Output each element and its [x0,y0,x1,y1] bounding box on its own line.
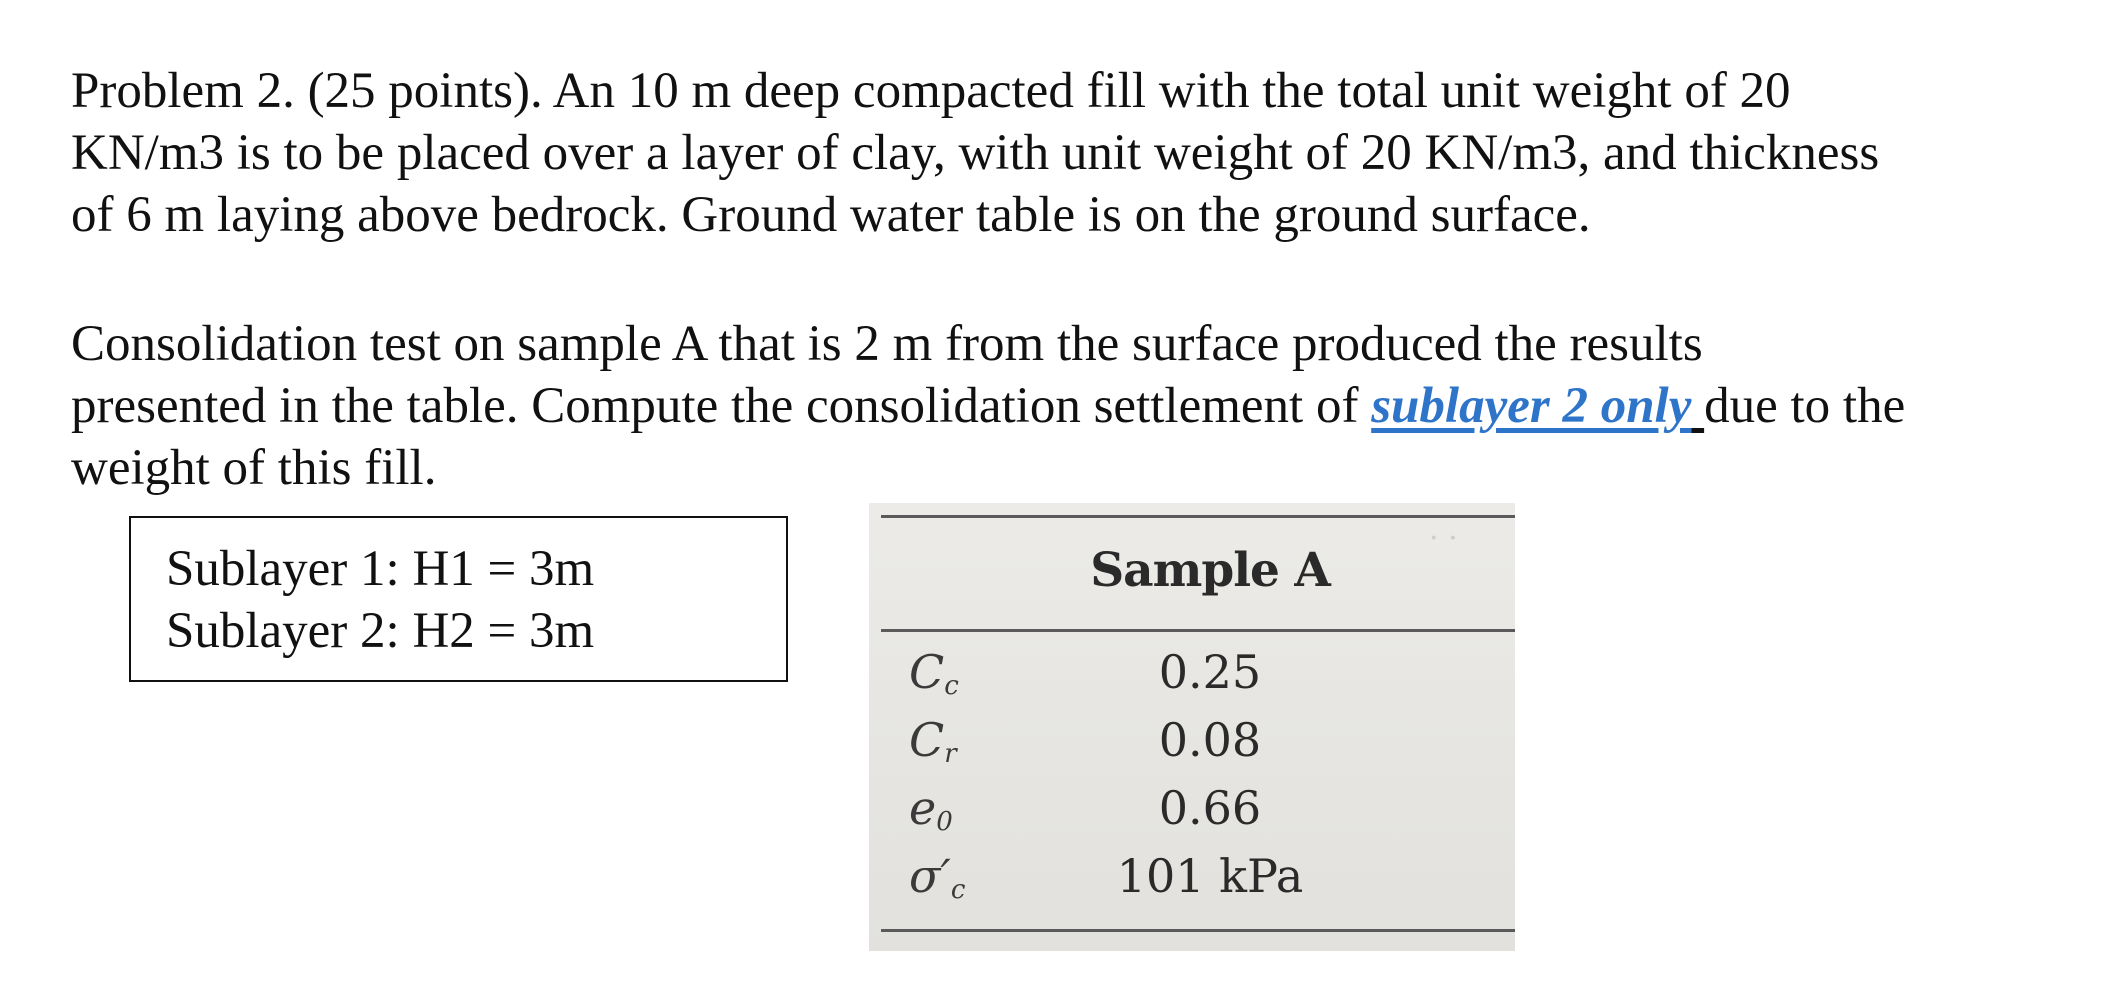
sublayer-2-link[interactable]: sublayer 2 only [1371,378,1692,434]
problem-paragraph-1 [71,60,1879,246]
problem-paragraph-2 [71,313,1905,499]
cc-symbol: $C_c$ [909,645,959,701]
table-header-rule [881,629,1515,632]
sample-table-image [869,503,1515,951]
cc-value: 0.25 [1158,645,1262,699]
e0-value: 0.66 [1158,781,1262,835]
problem-line: KN/m3 is to be placed over a layer of clay, with unit weight of 20 KN/m3, and thickness [71,125,1880,181]
e0-symbol: $e_0$ [909,781,953,837]
preconsolidation-value: 101 kPa [1116,849,1304,903]
underline-gap [1691,378,1704,434]
bleed-through-text: · · [1429,521,1458,556]
cr-symbol: $C_r$ [909,713,957,769]
problem-line: of 6 m laying above bedrock. Ground water table is on the ground surface. [71,187,1591,243]
problem-line-text: presented in the table. Compute the consolidation settlement of [71,378,1372,434]
problem-line: weight of this fill. [71,440,437,496]
problem-line-text: due to the [1704,378,1906,434]
table-top-rule [881,515,1515,518]
table-bottom-rule [881,929,1515,932]
cr-value: 0.08 [1158,713,1262,767]
sublayer-1-text: Sublayer 1: H1 = 3m [166,541,595,597]
sublayer-2-text: Sublayer 2: H2 = 3m [166,603,595,659]
preconsolidation-symbol: $\sigma'_c$ [909,849,966,905]
table-header: Sample A [1090,543,1330,598]
problem-line: Consolidation test on sample A that is 2 m from the surface produced the results [71,316,1703,372]
sublayer-box [129,516,788,682]
problem-line: Problem 2. (25 points). An 10 m deep compacted fill with the total unit weight of 20 [71,63,1791,119]
